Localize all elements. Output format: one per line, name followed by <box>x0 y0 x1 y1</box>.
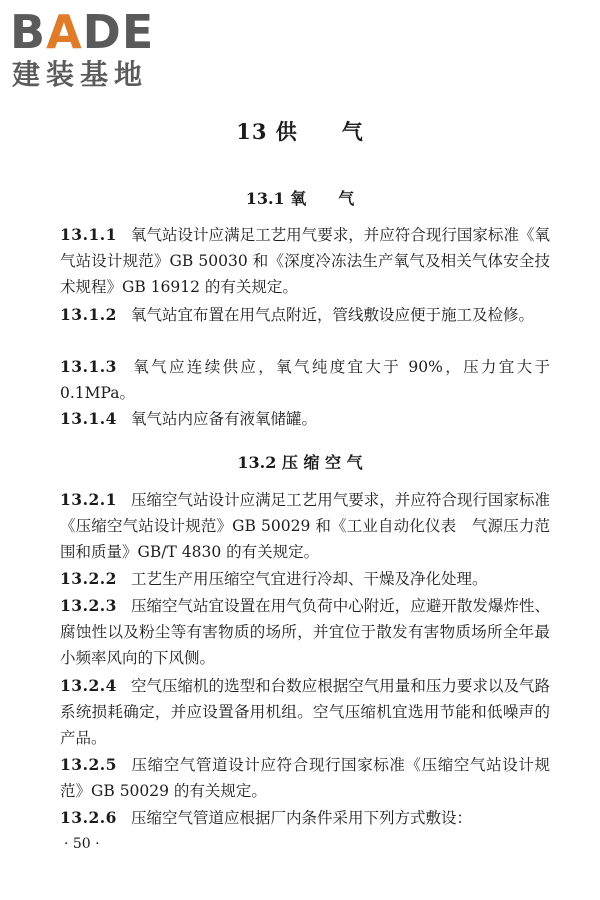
clause-text: 压缩空气站宜设置在用气负荷中心附近，应避开散发爆炸性、腐蚀性以及粉尘等有害物质的场所，并宜位于散发有害物质场所全年最小频率风向的下风侧。 <box>60 597 550 667</box>
clause-13-2-5 <box>60 752 550 804</box>
clause-number: 13.2.4 <box>60 676 117 695</box>
clause-text: 氧气站内应备有液氧储罐。 <box>130 410 317 428</box>
clause-text: 压缩空气管道设计应符合现行国家标准《压缩空气站设计规范》GB 50029 的有关规定。 <box>60 756 550 800</box>
logo-wordmark: BADE <box>10 5 155 59</box>
clause-number: 13.1.2 <box>60 305 117 324</box>
logo-subtitle: 建装基地 <box>12 58 149 91</box>
clause-13-2-2 <box>60 566 550 592</box>
clause-13-2-6 <box>60 805 550 831</box>
clause-number: 13.1.1 <box>60 225 117 244</box>
logo-accent-letter: A <box>46 5 83 59</box>
clause-13-2-1 <box>60 487 550 565</box>
clause-text: 氧气站设计应满足工艺用气要求，并应符合现行国家标准《氧气站设计规范》GB 50030 和《深度冷冻法生产氧气及相关气体安全技术规程》GB 16912 的有关规定。 <box>60 226 550 296</box>
clause-text: 压缩空气站设计应满足工艺用气要求，并应符合现行国家标准《压缩空气站设计规范》GB 50029 和《工业自动化仪表 气源压力范围和质量》GB/T 4830 的有关规定。 <box>60 491 550 561</box>
clause-number: 13.1.3 <box>60 357 117 376</box>
clause-text: 氧气站宜布置在用气点附近，管线敷设应便于施工及检修。 <box>130 306 534 324</box>
page-number: · 50 · <box>64 836 100 852</box>
clause-text: 压缩空气管道应根据厂内条件采用下列方式敷设： <box>130 809 472 827</box>
clause-text: 空气压缩机的选型和台数应根据空气用量和压力要求以及气路系统损耗确定，并应设置备用机组。空气压缩机宜选用节能和低噪声的产品。 <box>60 677 550 747</box>
section-title-13-2: 13.2 压 缩 空 气 <box>237 453 363 472</box>
clause-13-1-1 <box>60 222 550 300</box>
clause-13-1-4 <box>60 406 550 432</box>
clause-text: 工艺生产用压缩空气宜进行冷却、干燥及净化处理。 <box>130 570 488 588</box>
chapter-title: 13 供 气 <box>236 119 364 144</box>
clause-number: 13.2.2 <box>60 569 117 588</box>
clause-13-2-3 <box>60 593 550 671</box>
clause-number: 13.1.4 <box>60 409 117 428</box>
clause-number: 13.2.5 <box>60 755 117 774</box>
clause-number: 13.2.6 <box>60 808 117 827</box>
clause-13-1-2 <box>60 302 550 328</box>
clause-text: 氧气应连续供应，氧气纯度宜大于 90%，压力宜大于 0.1MPa。 <box>60 358 550 402</box>
clause-number: 13.2.1 <box>60 490 117 509</box>
clause-number: 13.2.3 <box>60 596 117 615</box>
clause-13-1-3 <box>60 354 550 406</box>
brand-logo <box>10 6 180 92</box>
section-title-13-1: 13.1 氧 气 <box>245 189 355 208</box>
clause-13-2-4 <box>60 673 550 751</box>
